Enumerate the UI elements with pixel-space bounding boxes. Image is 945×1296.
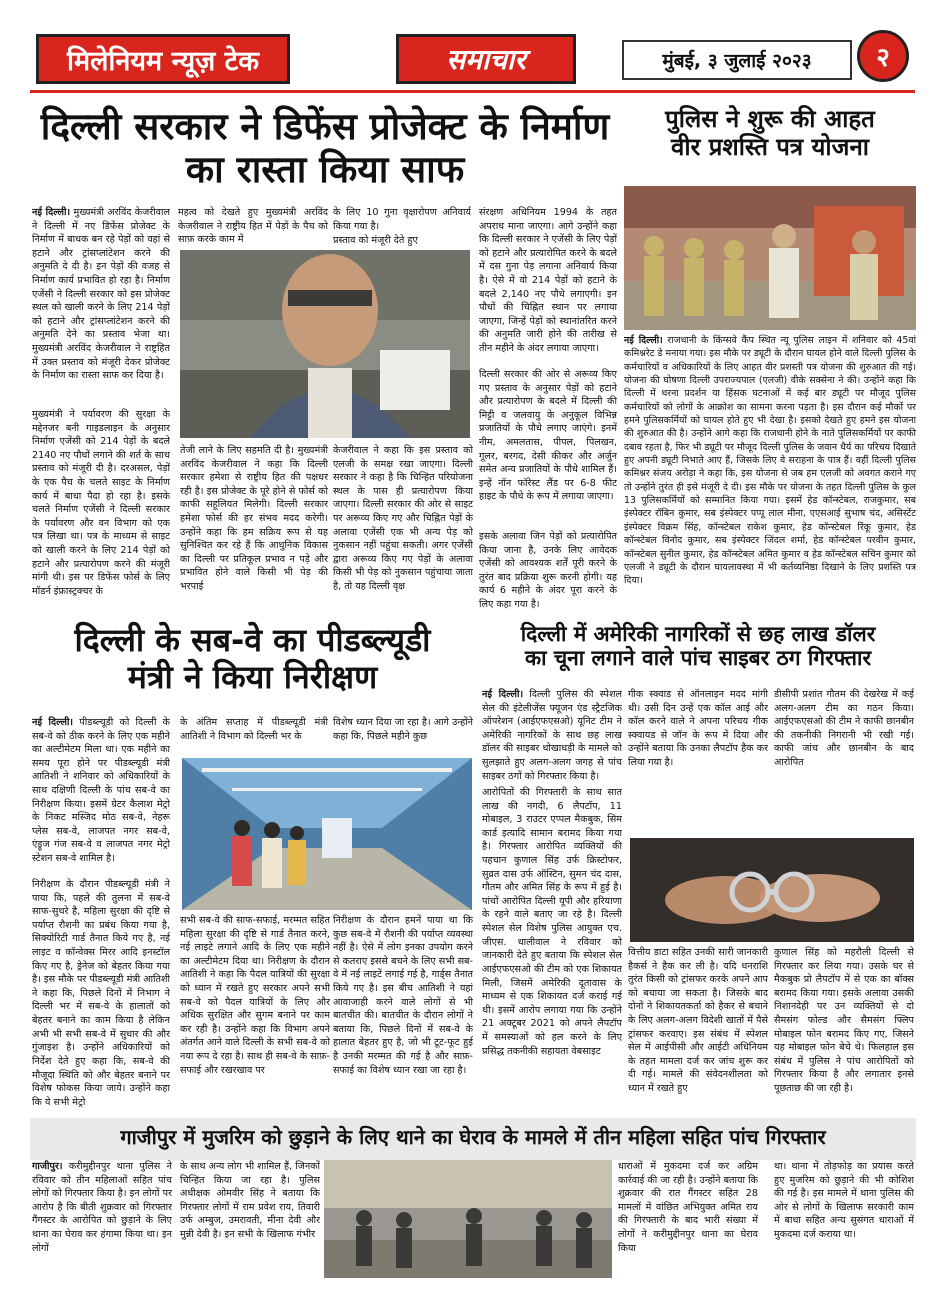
story1-dateline: नई दिल्ली। [32, 207, 71, 218]
story2-headline-line1: पुलिस ने शुरू की आहत [665, 105, 875, 133]
story4-col1 [482, 688, 622, 784]
story1-col1 [32, 206, 170, 406]
story5-col4: था। थाना में तोड़फोड़ का प्रयास करते हुए मुजरिम को छुड़ाने की भी कोशिश की गई है। इस मामले में थाना पुलिस की ओर से लोगों के खिलाफ सरकारी काम में बाधा सहित अन्य सुसंगत धाराओं में मुकदमा दर्ज कराया था। [774, 1161, 914, 1241]
story5-col3: धाराओं में मुकदमा दर्ज कर अग्रिम कार्रवाई की जा रही है। उन्होंने बताया कि शुक्रवार की रात गैंगस्टर सहित 28 मामलों में वांछित अभियुक्त अमित राय की गिरफ्तारी के बाद भारी संख्या में लोगों ने करीमुद्दीनपुर थाना का घेराव किया [618, 1161, 758, 1254]
story3-col2b: सभी सब-वे की साफ-सफाई, मरम्मत सहित महिला सुरक्षा की दृष्टि से गार्ड तैनात करने, नई लाइटे लगाने आदि के लिए एक महीने का अल्टीमेटम दिया था। निरीक्षण के दौरान आतिशी ने कहा कि पैदल यात्रियों की सुरक्षा को ध्यान में रखते हुए सरकार अपने सभी सब-वे को पैदल यात्रियों के लिए और अधिक सुरक्षित और सुगम बनाने पर काम कर रही है। उन्होंने कहा कि विभाग अपने अंतर्गत आने वाले दिल्ली के सभी सब-वे को नया रूप दे रहा है। साथ ही सब-वे के साफ़-सफाई और रखरखाव पर [180, 915, 330, 1076]
story3-col1-text: पीडब्ल्यूडी को दिल्ली के सब-वे को ठीक करने के लिए एक महीने का अल्टीमेटम मिला था। एक महीने का समय पूरा होने पर पीडब्ल्यूडी मंत्री आतिशी ने शनिवार को अधिकारियों के साथ दक्षिणी दिल्ली के पांच सब-वे का निरीक्षण किया। इसमें ग्रेटर कैलाश मेट्रो के निकट मस्जिद मोठ सब-वे, नेहरू प्लेस सब-वे, लाजपत नगर सब-वे, एंड्रूज गंज सब-वे व लाजपत नगर मेट्रो स्टेशन सब-वे शामिल है। [32, 717, 170, 865]
story3-col1 [32, 716, 170, 876]
story1-col3a: के लिए 10 गुना वृक्षारोपण अनिवार्य किया गया है। [333, 207, 471, 232]
story4-col1b: आरोपितों की गिरफ्तारी के साथ सात लाख की नगदी, 6 लैपटॉप, 11 मोबाइल, 3 राउटर एप्पल मैकबुक, सिम कार्ड इत्यादि सामान बरामद किया गया है। गिरफ्तार आरोपित व्यक्तियों की पहचान कुणाल सिंह उर्फ क्रिस्टोफर, सुव्रत दास उर्फ ऑस्टिन, सुमन चंद दास, गौतम और अमित सिंह के रूप में हुई है। पांचों आरोपित दिल्ली यूपी और हरियाणा के रहने वाले बताए जा रहे है। दिल्ली स्पेशल सेल विशेष पुलिस आयुक्त एच. जीएस. धालीवाल ने रविवार को जानकारी देते हुए बताया कि स्पेशल सेल आईएफएसओ की टीम को एक शिकायत मिली, जिसमें अमेरिकी दूतावास के माध्यम से एक शिकायत दर्ज कराई गई थी। इसमें आरोप लगाया गया कि उन्होंने 21 अक्टूबर 2021 को अपने लैपटॉप में समस्याओं को हल करने के लिए प्रसिद्ध तकनीकी सहायता वेबसाइट [482, 787, 622, 1057]
story3-dateline: नई दिल्ली। [32, 717, 74, 728]
story3-headline [30, 622, 475, 696]
story3-col3a: विशेष ध्यान दिया जा रहा है। आगे उन्होंने कहा कि, पिछले महीने कुछ [333, 717, 473, 742]
story2-body-text: राजधानी के किंग्सवे कैंप स्थित न्यू पुलिस लाइन में शनिवार को 45वां कमिश्नरेट डे मनाया गया। इस मौके पर ड्यूटी के दौरान घायल होने वाले दिल्ली पुलिस के कर्मचारियों व अधिकारियों के लिए आहत वीर प्रशस्ती पत्र योजना की शुरुआत की गई। योजना की घोषणा दिल्ली उपराज्यपाल (एलजी) वीके सक्सेना ने की। उन्होंने कहा कि दिल्ली में धरना प्रदर्शन या हिंसक घटनाओं में कई बार ड्यूटी पर मौजूद पुलिस कर्मचारियों को लोगों के आक्रोश का सामना करना पड़ता है। इस दौरान कई मौकों पर हमने पुलिसकर्मियों को घायल होते हुए भी देखा है। इसको देखते हुए हमने इस योजना की शुरुआत की है। उन्होंने आगे कहा कि राजधानी होने के नाते पुलिसकर्मियों पर काफी दबाव रहता है, फिर भी ड्यूटी पर मौजूद दिल्ली पुलिस के जवान धैर्य का परिचय दिखाते हुए अपनी ड्यूटी निभाते आए हैं, जिसके लिए वे सराहना के पात्र हैं। वहीं दिल्ली पुलिस कमिश्नर संजय अरोड़ा ने कहा कि, इस योजना से जब हम एलजी को अवगत कराने गए तो उन्होंने तुरंत ही इसे मंजूरी दे दी। इस मौके पर योजना के तहत दिल्ली पुलिस के कुल 13 पुलिसकर्मियों को सम्मानित किया गया। इसमें हेड कॉन्स्टेबल, राजकुमार, सब इंस्पेक्टर रॉबिन कुमार, सब इंस्पेक्टर पप्पू लाल मीना, एएसआई सुभाष चंद, असिस्टेंट इंस्पेक्टर विक्रम सिंह, कॉन्स्टेबल राकेश कुमार, हेड कॉन्स्टेबल रिंकू कुमार, हेड कॉन्स्टेबल विनोद कुमार, सब इंस्पेक्टर जिंदल शर्मा, हेड कॉन्स्टेबल परवीन कुमार, कॉन्स्टेबल सुनील कुमार, हेड कॉन्स्टेबल अमित कुमार व हेड कॉन्स्टेबल सचिन कुमार को एलजी ने ड्यूटी के दौरान घायलावस्था में भी कर्तव्यनिष्ठा दिखाने के लिए प्रशस्ति पत्र दिया। [624, 335, 916, 587]
story4-headline-line2: का चूना लगाने वाले पांच साइबर ठग गिरफ्तार [524, 646, 872, 671]
story4-headline [482, 622, 914, 670]
section-banner [396, 34, 576, 84]
story1-col1-text: मुख्यमंत्री अरविंद केजरीवाल ने दिल्ली में नए डिफेंस प्रोजेक्ट के निर्माण में बाधक बन रहे पेड़ों को वहां से हटाने और ट्रांसप्लांटेशन करने की अनुमति दे दी है। इन पेड़ों की वजह से निर्माण कार्य प्रभावित हो रहा है। निर्माण एजेंसी ने दिल्ली सरकार को इस प्रोजेक्ट स्थल को खाली करने के लिए 214 पेड़ों को हटाने और ट्रांसप्लांटेशन करने की अनुमति देने का प्रस्ताव भेजा था। मुख्यमंत्री अरविंद केजरीवाल ने राष्ट्रहित में उक्त प्रस्ताव को मंजूरी देकर प्रोजेक्ट के निर्माण का रास्ता साफ कर दिया है। [32, 207, 170, 382]
story1-col2b: तेजी लाने के लिए सहमति दी है। मुख्यमंत्री अरविंद केजरीवाल ने कहा कि दिल्ली सरकार हमेशा से राष्ट्रीय हित की पक्षधर रही है। इस प्रोजेक्ट के पूरे होने से फोर्स को काफी सहूलियत मिलेगी। दिल्ली सरकार हमेशा फोर्स की हर संभव मदद करेगी। उन्होंने कहा कि हम सक्रिय रूप से यह सुनिश्चित कर रहे हैं कि आधुनिक विकास का दिल्ली पर प्रतिकूल प्रभाव न पड़े और प्रभावित होने वाले किसी भी पेड़ की भरपाई [180, 445, 328, 593]
story3-headline-line2: मंत्री ने किया निरीक्षण [127, 657, 378, 696]
story4-col2a: गीक स्क्वाड से ऑनलाइन मदद मांगी थी। उसी दिन उन्हें एक कॉल आई और कॉल करने वाले ने अपना परिचय गीक स्क्वायड से जॉन के रूप में दिया और उन्होंने बताया कि उनका लैपटॉप हैक कर लिया गया है। [628, 689, 768, 769]
story2-headline [624, 106, 916, 161]
story5-col1-text: करीमुद्दीनपुर थाना पुलिस ने रविवार को तीन महिलाओं सहित पांच लोगों को गिरफ्तार किया है। इन लोगों पर आरोप है कि बीती शुक्रवार को गिरफ्तार गैंगस्टर के आरोपित को छुड़ाने के लिए थाना का घेराव कर हंगामा किया था। इन लोगों [32, 1161, 172, 1254]
page-number-badge [857, 30, 909, 82]
section-label: समाचार [446, 43, 526, 76]
story1-col1b: मुख्यमंत्री ने पर्यावरण की सुरक्षा के मद्देनजर बनी गाइडलाइन के अनुसार निर्माण एजेंसी को 214 पेड़ों के बदले 2140 नए पौधों लगाने की शर्त के साथ प्रस्ताव को मंजूरी दी है। दरअसल, पेड़ों के एक पैच के चलते साइट के निर्माण कार्य में बाधा पैदा हो रहा है। इसके चलते निर्माण एजेंसी ने दिल्ली सरकार के पर्यावरण और वन विभाग को एक पत्र लिखा था। पत्र के माध्यम से साइट को खाली करने के लिए 214 पेड़ों को हटाने और प्रत्यारोपण करने की मंजूरी मांगी थी। इस पर डिफेंस फोर्स के लिए मॉडर्न इंफ्रास्ट्रक्चर के [32, 409, 170, 597]
story5-dateline: गाजीपुर। [32, 1161, 63, 1172]
story1-col3b: प्रस्ताव को मंजूरी देते हुए [333, 235, 418, 246]
police-station-photo [324, 1160, 612, 1278]
story2-body [624, 334, 916, 618]
story4-headline-line1: दिल्ली में अमेरिकी नागरिकों से छह लाख डॉलर [520, 622, 876, 646]
story3-col2a: के अंतिम सप्ताह में पीडब्ल्यूडी मंत्री आतिशी ने विभाग को दिल्ली भर के [180, 717, 328, 742]
story2-headline-line2: वीर प्रशस्ति पत्र योजना [670, 132, 869, 161]
story1-col4c: इसके अलावा जिन पेड़ों को प्रत्यारोपित किया जाना है, उनके लिए आवेदक एजेंसी को आवश्यक शर्तें पूरी करने के तुरंत बाद प्रक्रिया शुरू करनी होगी। यह कार्य 6 महीने के अंदर पूरा करने के लिए कहा गया है। [479, 531, 617, 611]
kejriwal-photo [180, 250, 470, 438]
issue-date-text: मुंबई, ३ जुलाई २०२३ [662, 50, 812, 72]
police-ceremony-photo [624, 186, 916, 330]
paper-name: मिलेनियम न्यूज़ टेक [66, 45, 260, 77]
paper-name-banner [36, 34, 290, 84]
header-rule [30, 90, 915, 93]
story4-col2b: वित्तीय डाटा सहित उनकी सारी जानकारी हैकर्स ने हैक कर ली है। यदि धनराशि तुरंत किसी को ट्रांसफर करके अपने आप को बचाया जा सकता है। जिसके बाद दोनों ने शिकायतकर्ता को हैकर से बचाने के लिए अलग-अलग विदेशी खातों में पैसे ट्रांसफर करवाए। इस संबंध में स्पेशल सेल में आईपीसी और आईटी अधिनियम के तहत मामला दर्ज कर जांच शुरू कर दी गई। मामले की संवेदनशीलता को ध्यान में रखते हुए [628, 947, 768, 1095]
page-number: २ [876, 43, 890, 73]
story3-col1b: निरीक्षण के दौरान पीडब्ल्यूडी मंत्री ने पाया कि, पहले की तुलना में सब-वे साफ-सुथरे है, महिला सुरक्षा की दृष्टि से पर्याप्त रौशनी का प्रबंध किया गया है, सिक्योरिटी गार्ड तैनात किये गए है, नई लाइट व कॉन्वेक्स मिरर आदि इनस्टॉल किए गए है, ड्रेनेज को बेहतर किया गया है। इस मौके पर पीडब्ल्यूडी मंत्री आतिशी ने कहा कि, पिछले दिनों में निभाग ने दिल्ली भर में सब-वे के हालातों को बेहतर बनाने का काम किया है लेकिन अभी भी सभी सब-वे में सुधार की और गुंजाइश है। उन्होंने अधिकारियों को निर्देश देते हुए कहा कि, सब-वे की मौजूदा स्थिति को और बेहतर बनाने पर विशेष फोकस किया जाये। उन्होंने कहा कि ये सभी मेट्रो [32, 879, 170, 1108]
story1-col4: संरक्षण अधिनियम 1994 के तहत अपराध माना जाएगा। आगे उन्होंने कहा कि दिल्ली सरकार ने एजेंसी के लिए पेड़ों को हटाने और प्रत्यारोपित करने के बदले में दस गुना पेड़ लगाना अनिवार्य किया है। ऐसे में वो 214 पेड़ों को हटाने के बदले 2,140 नए पौधे लगाएगी। इन पौधों की चिह्नित स्थान पर लगाया जाएगा, जिन्हें पेड़ों को स्थानांतरित करने की अनुमति जारी होने की तारीख से तीन महीने के अंदर लगाया जाएगा। [479, 207, 617, 355]
story5-col1 [32, 1160, 172, 1278]
handcuffs-photo [630, 838, 914, 942]
subway-photo [182, 758, 472, 910]
issue-date [622, 40, 852, 80]
story2-dateline: नई दिल्ली। [624, 335, 663, 346]
story4-col3a: डीसीपी प्रशांत गौतम की देखरेख में कई अलग-अलग टीम का गठन किया। आईएफएसओ की टीम ने काफी छानबीन की तकनीकी निगरानी भी रखी गई। काफी जांच और छानबीन के बाद आरोपित [774, 689, 914, 769]
story4-dateline: नई दिल्ली। [482, 689, 524, 700]
story3-col3b: निरीक्षण के दौरान हमनें पाया था कि कुछ सब-वे में रौशनी की पर्याप्त व्यवस्था नहीं है। ऐसे में लोग इनका उपयोग करने से कतराए इससे बचने के लिए सभी सब-वे में नई लाइटें लगाई गई है, गार्ड्स तैनात किये गए है। इस बीच आतिशी ने यहां आवाजाही करने वाले लोगों से भी बातचीत की। बातचीत के दौरान लोगों ने बताया कि, पिछले दिनों में सब-वे के हालात बेहतर हुए है, जो भी टूट-फूट हुई है उनकी मरम्मत की गई है और साफ़-सफाई का विशेष ध्यान रखा जा रहा है। [333, 915, 473, 1076]
story1-col2a: महत्व को देखते हुए मुख्यमंत्री अरविंद केजरीवाल ने राष्ट्रीय हित में पेड़ों के पैच को साफ़ करके काम में [178, 207, 328, 246]
story5-col2: के साथ अन्य लोग भी शामिल हैं, जिनकों चिन्हित किया जा रहा है। पुलिस अधीक्षक ओमवीर सिंह ने बताया कि गिरफ्तार लोगों में राम प्रवेश राय, तिवारी उर्फ अम्बुज, उमरावती, मीना देवी और मुन्नी देवी है। इन सभी के खिलाफ गंभीर [180, 1161, 320, 1241]
story1-col4b: दिल्ली सरकार की ओर से अरूव्य किए गए प्रस्ताव के अनुसार पेड़ों को हटाने और प्रत्यारोपण के बदले में दिल्ली की मिट्टी व जलवायु के अनुकूल विभिन्न प्रजातियों के पौधे लगाए जाएंगे। इनमें नीम, अमलतास, पीपल, पिलखन, गूलर, बरगद, देसी कीकर और अर्जुन समेत अन्य प्रजातियों के पौधे शामिल हैं। इन्हें नॉन फॉरेस्ट लैंड पर 6-8 फीट हाइट के पौधे के रूप में लगाया जाएगा। [479, 369, 617, 503]
story1-headline: दिल्ली सरकार ने डिफेंस प्रोजेक्ट के निर्माण का रास्ता किया साफ [40, 105, 610, 191]
story3-headline-line1: दिल्ली के सब-वे का पीडब्ल्यूडी [74, 621, 431, 659]
story1-col3c: केजरीवाल ने कहा कि इस प्रस्ताव को एलजी के समक्ष रखा जाएगा। दिल्ली सरकार ने कहा है कि चिन्हित परियोजना स्थल के पास ही प्रत्यारोपण किया जाएगा। दिल्ली सरकार की ओर से साइट पर अरूव्य किए गए और चिह्नित पेड़ों के अलावा एजेंसी एक भी अन्य पेड़ को नुकसान नहीं पहुंचा सकती। अगर एजेंसी द्वारा अरूव्य किए गए पेड़ों के अलावा किसी भी पेड़ को नुकसान पहुंचाया जाता है, तो यह दिल्ली वृक्ष [333, 445, 473, 593]
story4-col3b: कुणाल सिंह को महरौली दिल्ली से गिरफ्तार कर लिया गया। उसके घर से मैकबुक प्रो लैपटॉप में से एक का बॉक्स बरामद किया गया। इसके अलावा उसकी निशानदेही पर उन व्यक्तियों से दो सैमसंग फोल्ड और सैमसंग फ्लिप मोबाइल फोन बरामद किए गए, जिसने यह मोबाइल फोन बेचे थे। फिलहाल इस संबंध में पुलिस ने पांच आरोपितों को गिरफ्तार किया है और लगातार इनसे पूछताछ की जा रही है। [774, 947, 914, 1095]
story5-headline: गाजीपुर में मुजरिम को छुड़ाने के लिए थाने का घेराव के मामले में तीन महिला सहित पांच गिरफ्तार [120, 1125, 826, 1149]
story4-col1-text: दिल्ली पुलिस की स्पेशल सेल की इंटेलीजेंस फ्यूजन एंड स्ट्रैटजिक ऑपरेशन (आईएफएसओ) यूनिट टीम ने अमेरिकी नागरिकों के साथ छह लाख डॉलर की साइबर धोखाधड़ी के मामले को सुलझाते हुए अलग-अलग जगह से पांच साइबर ठगों को गिरफ्तार किया है। [482, 689, 622, 782]
